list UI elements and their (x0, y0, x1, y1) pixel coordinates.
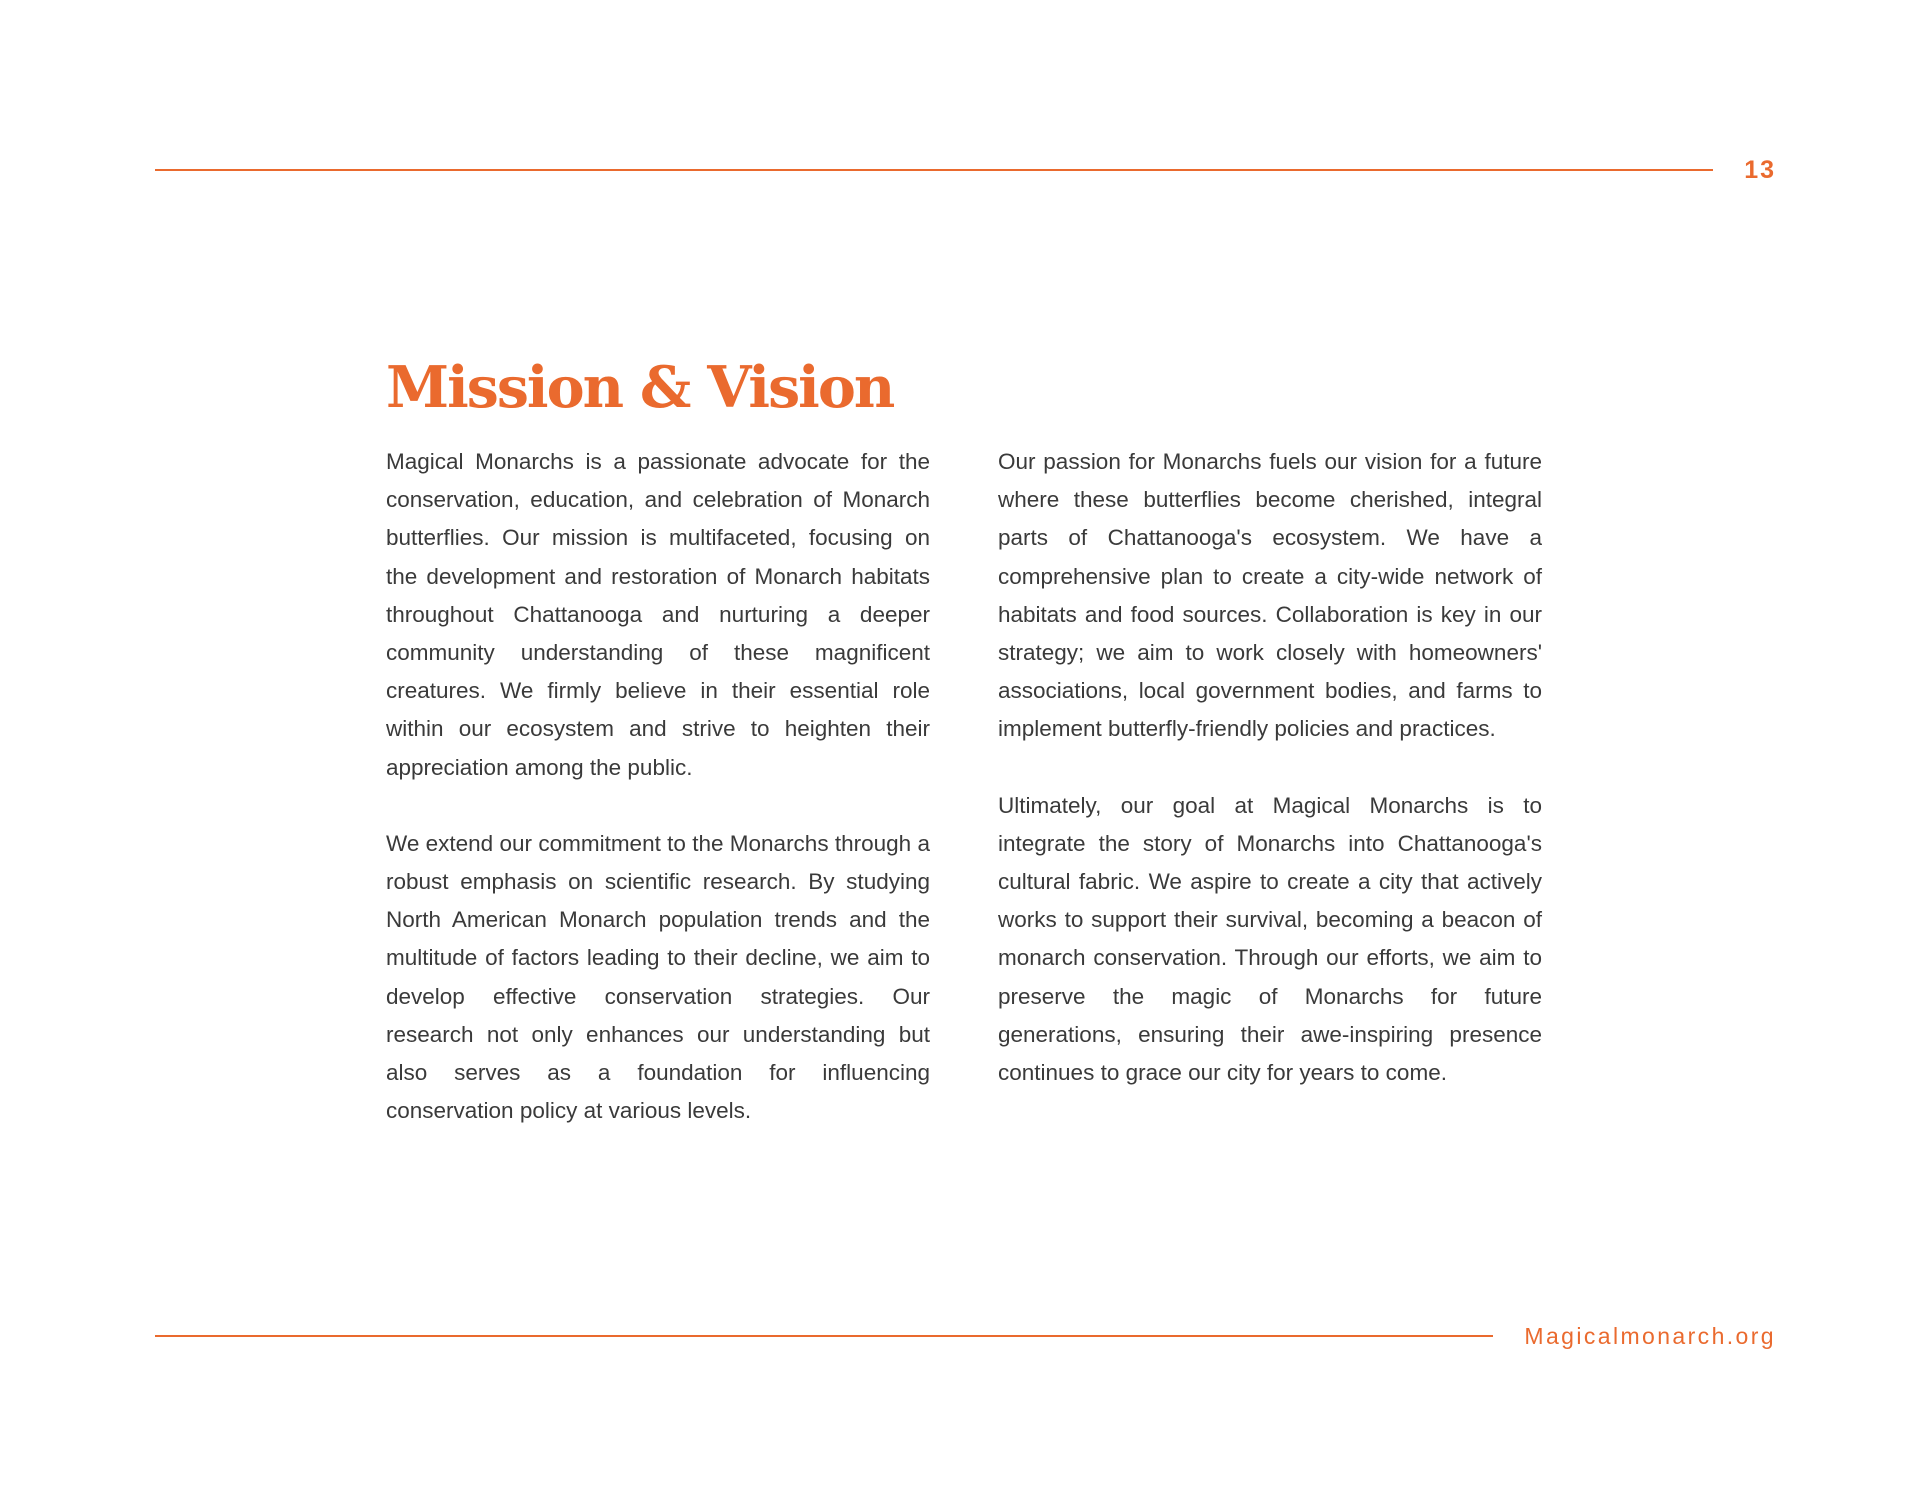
mission-paragraph-2: We extend our commitment to the Monarchs through a robust emphasis on scientific research. By studying North American Monarch population trends and the multitude of factors leading to their decline, we aim to develop effective conservation strategies. Our research not only enhances our understanding but also serves as a foundation for influencing conservation policy at various levels. (386, 830, 930, 1124)
page-title: Mission & Vision (386, 354, 894, 421)
page-number: 13 (1744, 156, 1776, 184)
footer-divider (155, 1335, 1493, 1337)
vision-paragraph-1: Our passion for Monarchs fuels our vision for a future where these butterflies become cherished, integral parts of Chattanooga's ecosystem. We have a comprehensive plan to create a city-wide network of habitats and food sources. Collaboration is key in our strategy; we aim to work closely with homeowners' associations, local government bodies, and farms to implement butterfly-friendly policies and practices. (998, 449, 1542, 742)
right-column (998, 443, 1542, 1130)
header-divider (155, 169, 1713, 171)
mission-paragraph-1: Magical Monarchs is a passionate advocate for the conservation, education, and celebration of Monarch butterflies. Our mission is multifaceted, focusing on the development and restoration of Monarch habitats throughout Chattanooga and nurturing a deeper community understanding of these magnificent creatures. We firmly believe in their essential role within our ecosystem and strive to heighten their appreciation among the public. (386, 449, 930, 780)
footer-website-link[interactable]: Magicalmonarch.org (1524, 1323, 1776, 1349)
vision-paragraph-2: Ultimately, our goal at Magical Monarchs is to integrate the story of Monarchs into Chattanooga's cultural fabric. We aspire to create a city that actively works to support their survival, becoming a beacon of monarch conservation. Through our efforts, we aim to preserve the magic of Monarchs for future generations, ensuring their awe-inspiring presence continues to grace our city for years to come. (998, 792, 1542, 1086)
left-column (386, 443, 930, 1168)
